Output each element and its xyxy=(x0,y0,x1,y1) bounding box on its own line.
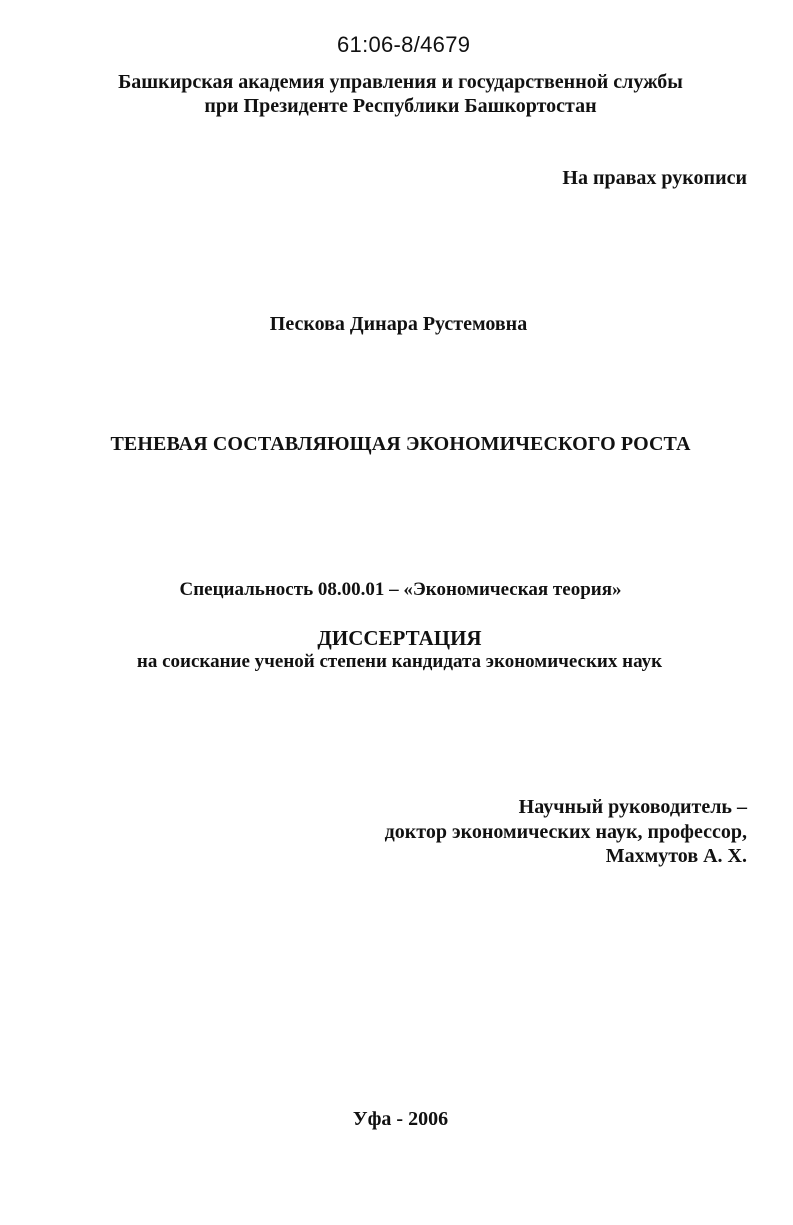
institution-line-1: Башкирская академия управления и государственной службы xyxy=(118,71,683,93)
specialty-line: Специальность 08.00.01 – «Экономическая теория» xyxy=(179,579,622,600)
supervisor-name: Махмутов А. Х. xyxy=(605,845,747,867)
author-name: Пескова Динара Рустемовна xyxy=(269,313,528,335)
archive-stamp-number: 61:06-8/4679 xyxy=(337,32,471,57)
supervisor-role: Научный руководитель – xyxy=(518,796,747,818)
dissertation-title: ТЕНЕВАЯ СОСТАВЛЯЮЩАЯ ЭКОНОМИЧЕСКОГО РОСТА xyxy=(110,433,691,455)
work-type: ДИССЕРТАЦИЯ xyxy=(317,626,482,650)
degree-line: на соискание ученой степени кандидата экономических наук xyxy=(136,651,663,672)
rights-note: На правах рукописи xyxy=(562,167,747,189)
supervisor-credentials: доктор экономических наук, профессор, xyxy=(384,821,747,843)
institution-line-2: при Президенте Республики Башкортостан xyxy=(204,95,597,117)
city-year: Уфа - 2006 xyxy=(352,1108,449,1130)
